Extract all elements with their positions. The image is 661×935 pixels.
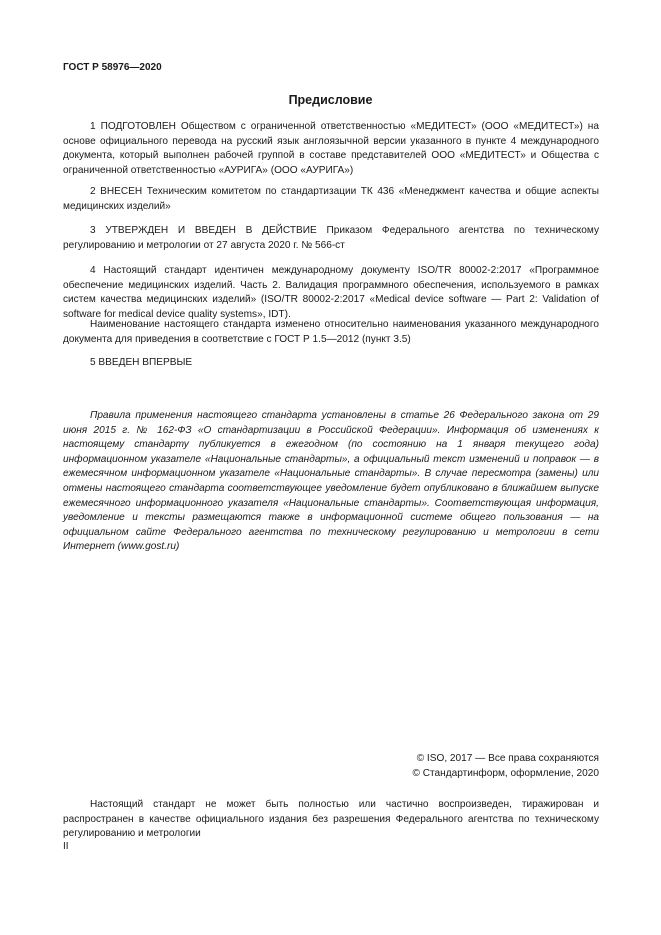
page-number: II bbox=[63, 841, 69, 852]
copyright-iso: © ISO, 2017 — Все права сохраняются bbox=[416, 753, 599, 764]
paragraph-4-note: Наименование настоящего стандарта изменено относительно наименования указанного международного документа для приведения в соответствие с ГОСТ Р 1.5—2012 (пункт 3.5) bbox=[63, 319, 599, 345]
section-title: Предисловие bbox=[288, 93, 373, 107]
reproduction-notice: Настоящий стандарт не может быть полностью или частично воспроизведен, тиражирован и распространен в качестве официального издания без разрешения Федерального агентства по техническому регулированию и метрологии bbox=[63, 799, 599, 840]
paragraph-1: 1 ПОДГОТОВЛЕН Обществом с ограниченной ответственностью «МЕДИТЕСТ» (ООО «МЕДИТЕСТ») на основе официального перевода на русский язык англоязычной версии указанного в пункте 4 международного документа, который выполнен рабочей группой в составе представителей ООО «МЕДИТЕСТ» и Общества с ограниченной ответственностью «АУРИГА» (ООО «АУРИГА») bbox=[63, 121, 599, 176]
application-rules-notice: Правила применения настоящего стандарта установлены в статье 26 Федерального закона от 29 июня 2015 г. № 162-ФЗ «О стандартизации в Российской Федерации». Информация об изменениях к настоящему стандарту публикуется в ежегодном (по состоянию на 1 января текущего года) информационном указателе «Национальные стандарты», а официальный текст изменений и поправок — в ежемесячном информационном указателе «Национальные стандарты». В случае пересмотра (замены) или отмены настоящего стандарта соответствующее уведомление будет опубликовано в ближайшем выпуске ежемесячного информационного указателя «Национальные стандарты». Соответствующая информация, уведомление и тексты размещаются также в информационной системе общего пользования — на официальном сайте Федерального агентства по техническому регулированию и метрологии в сети Интернет (www.gost.ru) bbox=[63, 410, 599, 553]
copyright-standartinform: © Стандартинформ, оформление, 2020 bbox=[412, 768, 599, 779]
document-code: ГОСТ Р 58976—2020 bbox=[63, 62, 162, 73]
paragraph-2: 2 ВНЕСЕН Техническим комитетом по стандартизации ТК 436 «Менеджмент качества и общие аспекты медицинских изделий» bbox=[63, 186, 599, 212]
paragraph-5: 5 ВВЕДЕН ВПЕРВЫЕ bbox=[90, 357, 193, 368]
paragraph-3: 3 УТВЕРЖДЕН И ВВЕДЕН В ДЕЙСТВИЕ Приказом Федерального агентства по техническому регулированию и метрологии от 27 августа 2020 г. № 566-ст bbox=[63, 225, 599, 251]
paragraph-4: 4 Настоящий стандарт идентичен международному документу ISO/TR 80002-2:2017 «Программное обеспечение медицинских изделий. Часть 2. Валидация программного обеспечения, используемого в рамках систем качества медицинских изделий» (ISO/TR 80002-2:2017 «Medical device software — Part 2: Validation of software for medical device quality systems», IDT). bbox=[63, 265, 599, 320]
